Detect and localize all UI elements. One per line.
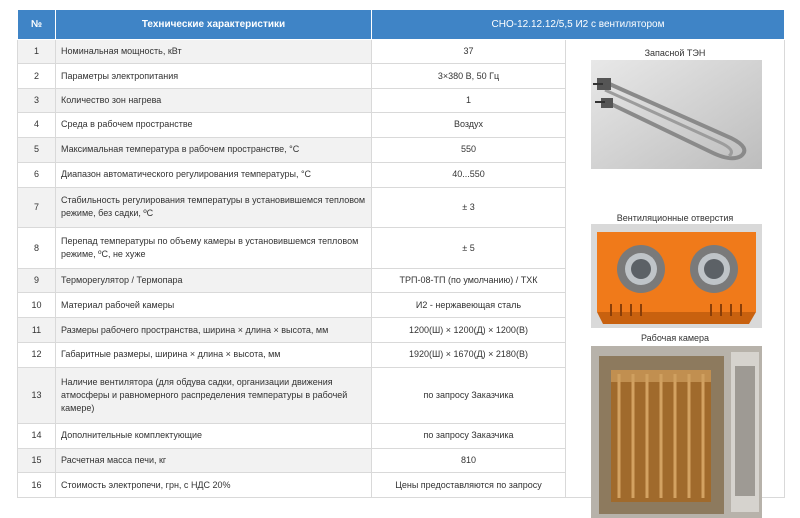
- row-value: 40...550: [372, 163, 566, 187]
- row-name: Дополнительные комплектующие: [56, 423, 372, 448]
- row-name: Количество зон нагрева: [56, 88, 372, 112]
- row-num: 4: [18, 113, 56, 137]
- row-value: 550: [372, 137, 566, 162]
- row-name: Максимальная температура в рабочем пространстве, °С: [56, 137, 372, 162]
- row-num: 3: [18, 88, 56, 112]
- row-num: 15: [18, 449, 56, 473]
- spec-table: [17, 9, 785, 498]
- ventilation-holes-photo: [591, 224, 762, 328]
- row-name: Стабильность регулирования температуры в установившемся тепловом режиме, без садки, ºС: [56, 187, 372, 228]
- row-num: 5: [18, 137, 56, 162]
- row-num: 10: [18, 293, 56, 317]
- row-num: 6: [18, 163, 56, 187]
- row-value: 3×380 В, 50 Гц: [372, 64, 566, 88]
- row-name: Перепад температуры по объему камеры в установившемся тепловом режиме, ºС, не хуже: [56, 228, 372, 269]
- row-name: Габаритные размеры, ширина × длина × высота, мм: [56, 343, 372, 367]
- row-num: 13: [18, 367, 56, 423]
- row-value: 810: [372, 449, 566, 473]
- row-num: 12: [18, 343, 56, 367]
- row-name: Материал рабочей камеры: [56, 293, 372, 317]
- heating-element-photo: [591, 60, 762, 169]
- row-name: Номинальная мощность, кВт: [56, 40, 372, 64]
- row-name: Диапазон автоматического регулирования температуры, °С: [56, 163, 372, 187]
- table-row: [18, 40, 785, 64]
- work-chamber-photo: [591, 346, 762, 518]
- header-num: №: [18, 10, 56, 40]
- row-num: 1: [18, 40, 56, 64]
- row-value: ± 3: [372, 187, 566, 228]
- row-name: Среда в рабочем пространстве: [56, 113, 372, 137]
- row-name: Расчетная масса печи, кг: [56, 449, 372, 473]
- row-num: 9: [18, 268, 56, 292]
- row-num: 11: [18, 317, 56, 342]
- row-name: Терморегулятор / Термопара: [56, 268, 372, 292]
- row-name: Размеры рабочего пространства, ширина × длина × высота, мм: [56, 317, 372, 342]
- row-value: 1: [372, 88, 566, 112]
- row-value: И2 - нержавеющая сталь: [372, 293, 566, 317]
- row-num: 7: [18, 187, 56, 228]
- row-name: Наличие вентилятора (для обдува садки, организации движения атмосферы и равномерного распределения температуры в рабочей камере): [56, 367, 372, 423]
- row-name: Стоимость электропечи, грн, с НДС 20%: [56, 473, 372, 498]
- photo-caption-heating-element: Запасной ТЭН: [644, 48, 706, 58]
- row-value: 1920(Ш) × 1670(Д) × 2180(В): [372, 343, 566, 367]
- row-num: 16: [18, 473, 56, 498]
- photo-caption-chamber: Рабочая камера: [640, 333, 710, 343]
- row-num: 2: [18, 64, 56, 88]
- table-header-row: [18, 10, 785, 40]
- photo-caption-ventilation: Вентиляционные отверстия: [616, 213, 734, 223]
- row-value: Цены предоставляются по запросу: [372, 473, 566, 498]
- row-value: по запросу Заказчика: [372, 367, 566, 423]
- row-value: 37: [372, 40, 566, 64]
- row-name: Параметры электропитания: [56, 64, 372, 88]
- row-value: по запросу Заказчика: [372, 423, 566, 448]
- row-num: 14: [18, 423, 56, 448]
- row-num: 8: [18, 228, 56, 269]
- header-characteristics: Технические характеристики: [56, 10, 372, 40]
- photo-column: [566, 40, 785, 498]
- row-value: Воздух: [372, 113, 566, 137]
- row-value: ТРП-08-ТП (по умолчанию) / ТХК: [372, 268, 566, 292]
- row-value: ± 5: [372, 228, 566, 269]
- header-model: СНО-12.12.12/5,5 И2 с вентилятором: [372, 10, 785, 40]
- row-value: 1200(Ш) × 1200(Д) × 1200(В): [372, 317, 566, 342]
